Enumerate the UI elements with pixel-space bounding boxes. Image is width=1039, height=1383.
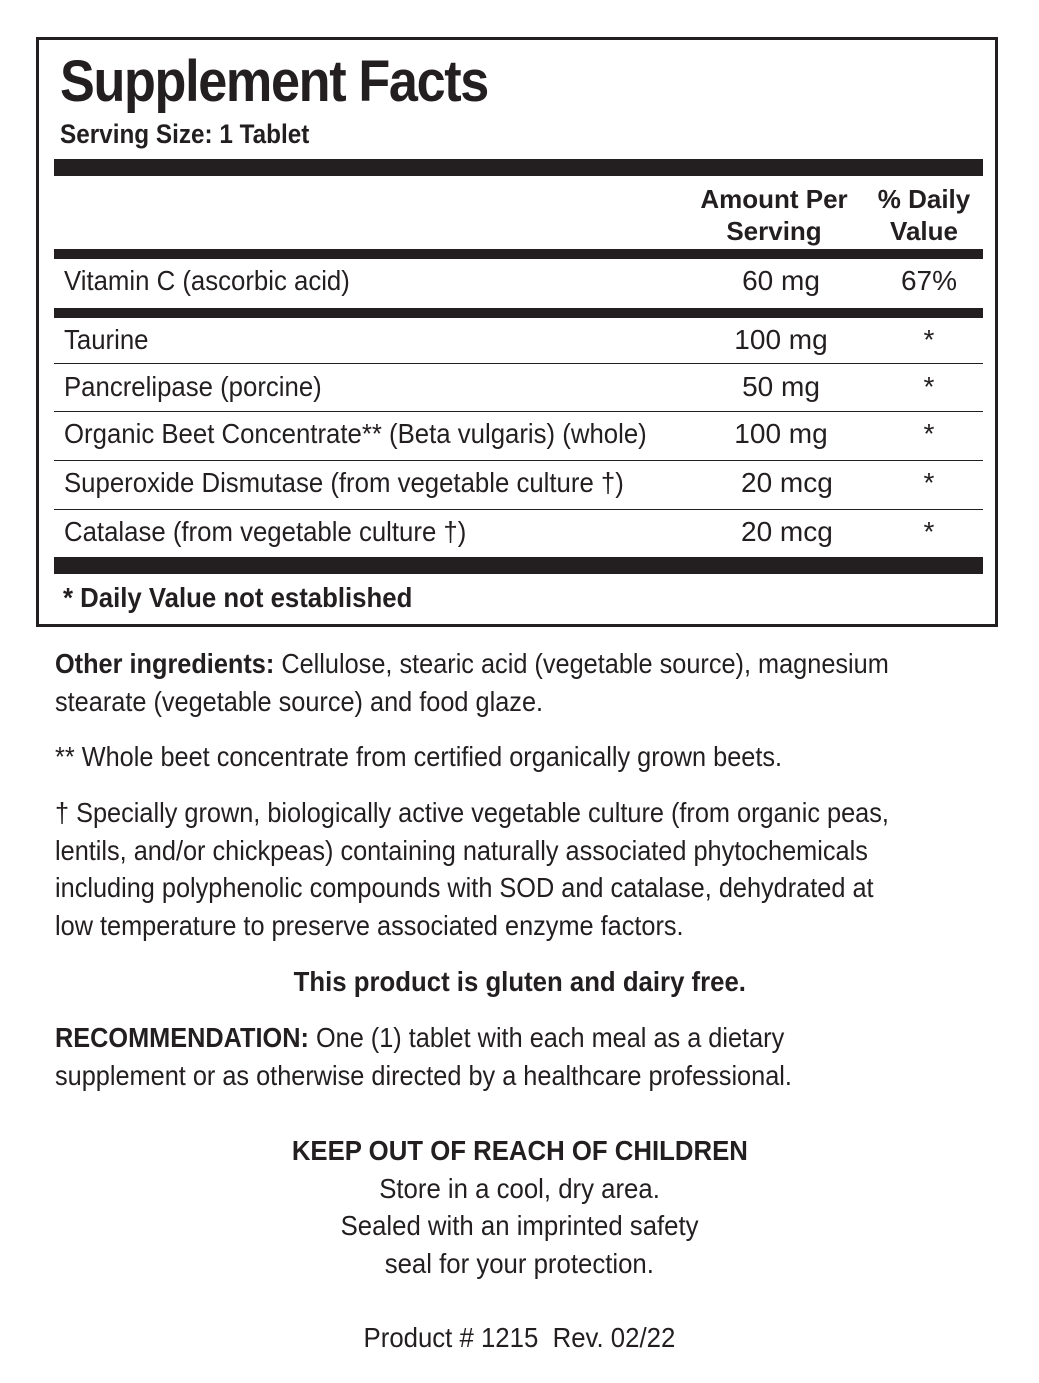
nutrient-name: Superoxide Dismutase (from vegetable culture †) [64, 467, 624, 498]
other-ingredients-text: Cellulose, stearic acid (vegetable source), magnesium stearate (vegetable source) and food glaze. [55, 648, 889, 717]
panel-title: Supplement Facts [60, 49, 488, 114]
product-number [0, 1319, 1039, 1357]
storage-warning [0, 1132, 1039, 1282]
row-divider [54, 509, 983, 510]
nutrient-daily-value: * [923, 418, 935, 449]
row-divider [54, 411, 983, 412]
nutrient-name: Organic Beet Concentrate** (Beta vulgaris) (whole) [64, 418, 647, 449]
table-row [54, 511, 983, 557]
table-row [54, 260, 983, 306]
divider-header [54, 249, 983, 259]
nutrient-name: Catalase (from vegetable culture †) [64, 516, 467, 547]
other-ingredients-label: Other ingredients: [55, 648, 275, 679]
other-ingredients [55, 645, 911, 720]
nutrient-amount: 60 mg [742, 265, 820, 296]
warning-heading [0, 1132, 1039, 1170]
warning-heading-text: KEEP OUT OF REACH OF CHILDREN [291, 1135, 748, 1166]
nutrient-daily-value: * [923, 467, 935, 498]
daily-value-footnote: * Daily Value not established [63, 582, 413, 613]
divider-vitamins [54, 308, 983, 318]
nutrient-name: Vitamin C (ascorbic acid) [64, 265, 350, 296]
storage-line [0, 1170, 1039, 1208]
nutrient-amount: 100 mg [734, 324, 828, 355]
recommendation [55, 1019, 911, 1094]
daily-value-header [857, 183, 991, 247]
storage-line-text: Store in a cool, dry area. [379, 1172, 660, 1204]
seal-line-text: Sealed with an imprinted safety [340, 1210, 699, 1241]
dv-header-line1: % Daily [877, 184, 971, 214]
protection-line [0, 1245, 1039, 1283]
nutrient-amount: 50 mg [742, 371, 820, 402]
recommendation-text: One (1) tablet with each meal as a dietary supplement or as otherwise directed by a healthcare professional. [55, 1022, 792, 1091]
seal-line [0, 1207, 1039, 1245]
amount-header-line1: Amount Per [700, 184, 848, 214]
divider-thick-top [54, 159, 983, 176]
protection-line-text: seal for your protection. [384, 1247, 655, 1279]
row-divider [54, 460, 983, 461]
recommendation-label: RECOMMENDATION: [55, 1022, 309, 1053]
nutrient-daily-value: * [923, 371, 935, 402]
nutrient-name: Taurine [64, 324, 149, 355]
nutrient-daily-value: * [923, 516, 935, 547]
divider-thick-bottom [54, 557, 983, 574]
nutrient-amount: 20 mcg [741, 467, 833, 498]
nutrient-amount: 20 mcg [741, 516, 833, 547]
nutrient-amount: 100 mg [734, 418, 828, 449]
culture-footnote: † Specially grown, biologically active vegetable culture (from organic peas, lentils, and/or chickpeas) containing naturally associated phytochemicals including polyphenolic compounds with SOD and catalase, dehydrated at low temperature to preserve associated enzyme factors. [55, 797, 889, 941]
gluten-dairy-statement [0, 963, 1039, 1001]
dv-header-line2: Value [890, 216, 958, 246]
amount-header-line2: Serving [726, 216, 822, 246]
row-divider [54, 363, 983, 364]
table-row [54, 413, 983, 459]
nutrient-daily-value: 67% [900, 265, 958, 296]
product-number-text: Product # 1215 Rev. 02/22 [363, 1322, 676, 1353]
beet-footnote: ** Whole beet concentrate from certified organically grown beets. [55, 741, 783, 772]
gluten-dairy-text: This product is gluten and dairy free. [293, 966, 746, 997]
nutrient-daily-value: * [923, 324, 935, 355]
nutrient-name: Pancrelipase (porcine) [64, 371, 322, 402]
table-row [54, 319, 983, 365]
table-row [54, 366, 983, 412]
supplement-facts-panel [36, 37, 998, 627]
table-row [54, 462, 983, 508]
amount-per-serving-header [699, 183, 849, 247]
serving-size: Serving Size: 1 Tablet [60, 119, 310, 149]
